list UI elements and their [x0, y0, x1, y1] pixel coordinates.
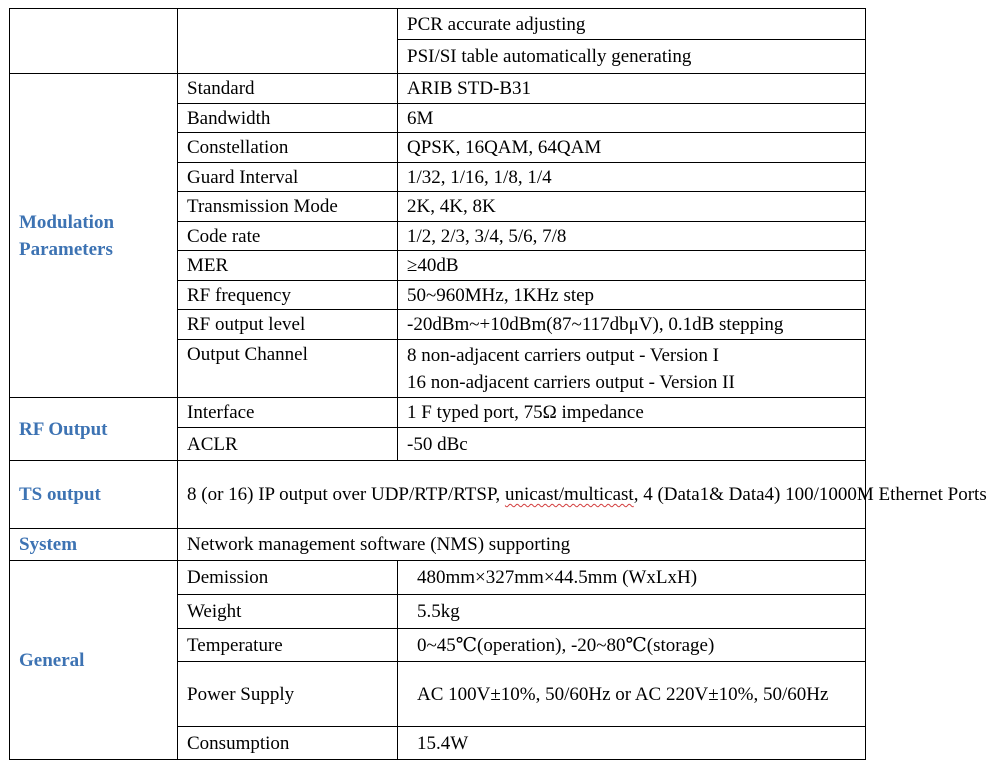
- param-label: Standard: [178, 74, 398, 104]
- table-row: [10, 461, 866, 529]
- param-value: ≥40dB: [398, 251, 866, 281]
- system-value: Network management software (NMS) supporting: [178, 529, 866, 561]
- category-ts-output: TS output: [10, 461, 178, 529]
- param-value: [398, 340, 866, 398]
- param-value: -20dBm~+10dBm(87~117dbμV), 0.1dB stepping: [398, 310, 866, 340]
- param-value: 5.5kg: [398, 595, 866, 629]
- param-label: Consumption: [178, 727, 398, 760]
- category-modulation: [10, 74, 178, 398]
- param-value: AC 100V±10%, 50/60Hz or AC 220V±10%, 50/60Hz: [398, 662, 866, 727]
- param-label: Transmission Mode: [178, 192, 398, 222]
- category-label: Parameters: [19, 238, 113, 260]
- param-label: RF output level: [178, 310, 398, 340]
- pcr-value: PCR accurate adjusting: [398, 9, 866, 40]
- param-label: Power Supply: [178, 662, 398, 727]
- param-value: -50 dBc: [398, 428, 866, 461]
- category-label: Modulation: [19, 211, 115, 233]
- spec-table: [9, 8, 987, 760]
- category-general: General: [10, 561, 178, 760]
- param-label: Interface: [178, 398, 398, 428]
- psi-value: PSI/SI table automatically generating: [398, 40, 866, 74]
- value-line: 8 non-adjacent carriers output - Version I: [407, 344, 719, 366]
- text-segment: 8 (or 16) IP output over UDP/RTP/RTSP,: [187, 484, 505, 505]
- param-value: QPSK, 16QAM, 64QAM: [398, 133, 866, 163]
- param-label: ACLR: [178, 428, 398, 461]
- param-value: 6M: [398, 104, 866, 133]
- category-rf-output: RF Output: [10, 398, 178, 461]
- param-label: Bandwidth: [178, 104, 398, 133]
- param-label: Code rate: [178, 222, 398, 251]
- text-segment: , 4 (Data1& Data4) 100/1000M Ethernet Ports: [633, 484, 987, 505]
- table-row: [10, 529, 866, 561]
- param-label: MER: [178, 251, 398, 281]
- param-label: Guard Interval: [178, 163, 398, 192]
- param-label: Constellation: [178, 133, 398, 163]
- table-row: [10, 561, 866, 595]
- table-row: [10, 9, 866, 40]
- param-value: 1 F typed port, 75Ω impedance: [398, 398, 866, 428]
- param-label: Weight: [178, 595, 398, 629]
- param-value: 1/32, 1/16, 1/8, 1/4: [398, 163, 866, 192]
- param-value: 0~45℃(operation), -20~80℃(storage): [398, 629, 866, 662]
- ts-output-value: [178, 461, 987, 529]
- param-value: 15.4W: [398, 727, 866, 760]
- table-row: [10, 74, 866, 104]
- param-value: 2K, 4K, 8K: [398, 192, 866, 222]
- param-value: 480mm×327mm×44.5mm (WxLxH): [398, 561, 866, 595]
- spellcheck-marked-text: unicast/multicast: [504, 484, 634, 505]
- param-label: Demission: [178, 561, 398, 595]
- param-label: Temperature: [178, 629, 398, 662]
- param-label: RF frequency: [178, 281, 398, 310]
- param-value: 1/2, 2/3, 3/4, 5/6, 7/8: [398, 222, 866, 251]
- param-label: Output Channel: [178, 340, 398, 398]
- empty-cell: [178, 9, 398, 74]
- value-line: 16 non-adjacent carriers output - Version II: [407, 371, 735, 393]
- category-system: System: [10, 529, 178, 561]
- table-row: [10, 398, 866, 428]
- param-value: ARIB STD-B31: [398, 74, 866, 104]
- empty-cell: [10, 9, 178, 74]
- param-value: 50~960MHz, 1KHz step: [398, 281, 866, 310]
